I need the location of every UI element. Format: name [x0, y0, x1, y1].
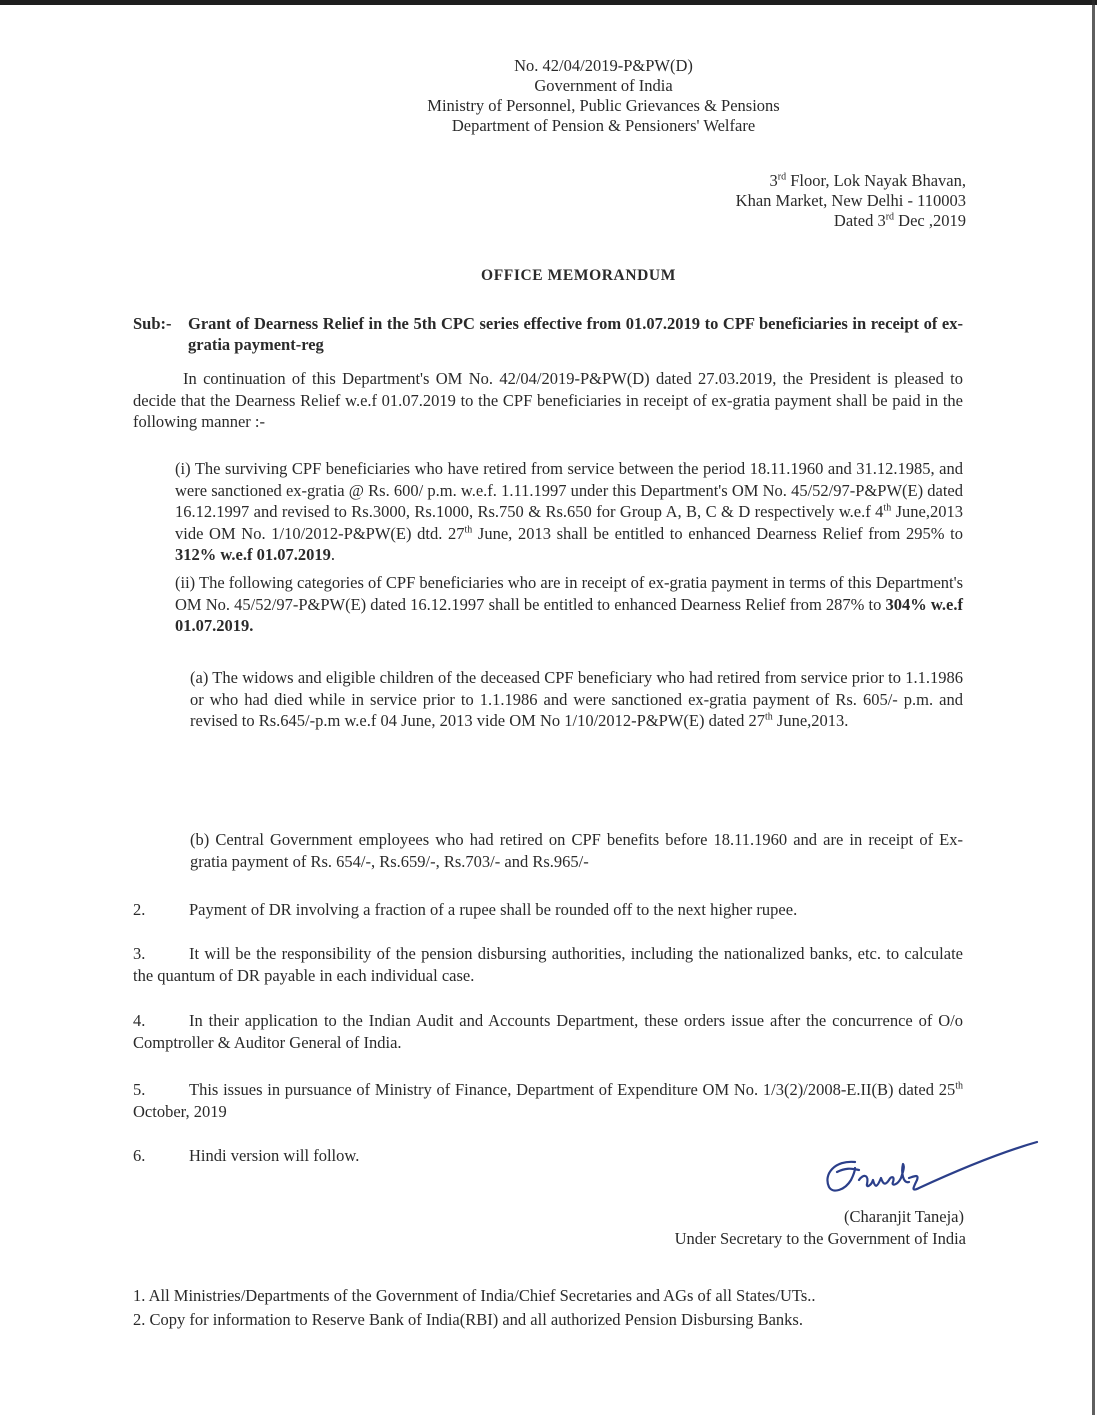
reference-number: No. 42/04/2019-P&PW(D): [514, 56, 693, 75]
office-address: [736, 171, 966, 231]
signatory-block: [675, 1206, 966, 1250]
distribution-item: 2. Copy for information to Reserve Bank of India(RBI) and all authorized Pension Disbursing Banks.: [133, 1310, 803, 1329]
ministry-line: Ministry of Personnel, Public Grievances & Pensions: [427, 96, 780, 115]
memo-title: OFFICE MEMORANDUM: [481, 267, 676, 284]
point-6: 6. Hindi version will follow.: [133, 1146, 360, 1165]
department-line: Department of Pension & Pensioners' Welfare: [451, 116, 756, 135]
address-floor: 3rd Floor, Lok Nayak Bhavan,: [769, 171, 966, 190]
subject-label: Sub:-: [133, 314, 172, 333]
document-date: Dated 3rd Dec ,2019: [833, 211, 966, 230]
scan-right-border: [1092, 0, 1095, 1415]
handwritten-signature: [815, 1132, 1040, 1202]
distribution-list: [133, 1284, 963, 1332]
subject-text: Grant of Dearness Relief in the 5th CPC series effective from 01.07.2019 to CPF beneficiaries in receipt of ex-gratia payment-reg: [188, 314, 963, 354]
point-3: 3. It will be the responsibility of the pension disbursing authorities, including the nationalized banks, etc. to calculate the quantum of DR payable in each individual case.: [133, 944, 963, 985]
document-header: [0, 56, 1097, 136]
address-city: Khan Market, New Delhi - 110003: [735, 191, 966, 210]
intro-paragraph: In continuation of this Department's OM No. 42/04/2019-P&PW(D) dated 27.03.2019, the President is pleased to decide that the Dearness Relief w.e.f 01.07.2019 to the CPF beneficiaries in receipt of ex-gratia payment shall be paid in the following manner :-: [133, 369, 963, 431]
signatory-designation: Under Secretary to the Government of India: [674, 1229, 966, 1248]
scan-top-border: [0, 0, 1097, 5]
paragraph-i: (i) The surviving CPF beneficiaries who have retired from service between the period 18.11.1960 and 31.12.1985, and were sanctioned ex-gratia @ Rs. 600/ p.m. w.e.f. 1.11.1997 under this Department's OM No. 45/52/97-P&PW(E) dated 16.12.1997 and revised to Rs.3000, Rs.1000, Rs.750 & Rs.650 for Group A, B, C & D respectively w.e.f 4th June,2013 vide OM No. 1/10/2012-P&PW(E) dtd. 27th June, 2013 shall be entitled to enhanced Dearness Relief from 295% to 312% w.e.f 01.07.2019.: [175, 459, 964, 564]
point-2: 2. Payment of DR involving a fraction of a rupee shall be rounded off to the next higher rupee.: [133, 900, 798, 919]
point-4: 4. In their application to the Indian Audit and Accounts Department, these orders issue after the concurrence of O/o Comptroller & Auditor General of India.: [133, 1011, 963, 1052]
subject: [133, 313, 963, 355]
paragraph-ii: (ii) The following categories of CPF beneficiaries who are in receipt of ex-gratia payment in terms of this Department's OM No. 45/52/97-P&PW(E) dated 16.12.1997 shall be entitled to enhanced Dearness Relief from 287% to 304% w.e.f 01.07.2019.: [175, 573, 964, 635]
government-line: Government of India: [534, 76, 673, 95]
point-5: 5. This issues in pursuance of Ministry of Finance, Department of Expenditure OM No. 1/3(2)/2008-E.II(B) dated 25th October, 2019: [133, 1080, 963, 1121]
signatory-name: (Charanjit Taneja): [844, 1207, 964, 1226]
paragraph-a: (a) The widows and eligible children of the deceased CPF beneficiary who had retired from service prior to 1.1.1986 or who had died while in service prior to 1.1.1986 and were sanctioned ex-gratia payment of Rs. 605/- p.m. and revised to Rs.645/-p.m w.e.f 04 June, 2013 vide OM No 1/10/2012-P&PW(E) dated 27th June,2013.: [190, 668, 963, 730]
distribution-item: 1. All Ministries/Departments of the Government of India/Chief Secretaries and AGs of all States/UTs..: [133, 1286, 816, 1305]
paragraph-b: (b) Central Government employees who had retired on CPF benefits before 18.11.1960 and are in receipt of Ex-gratia payment of Rs. 654/-, Rs.659/-, Rs.703/- and Rs.965/-: [190, 830, 963, 871]
